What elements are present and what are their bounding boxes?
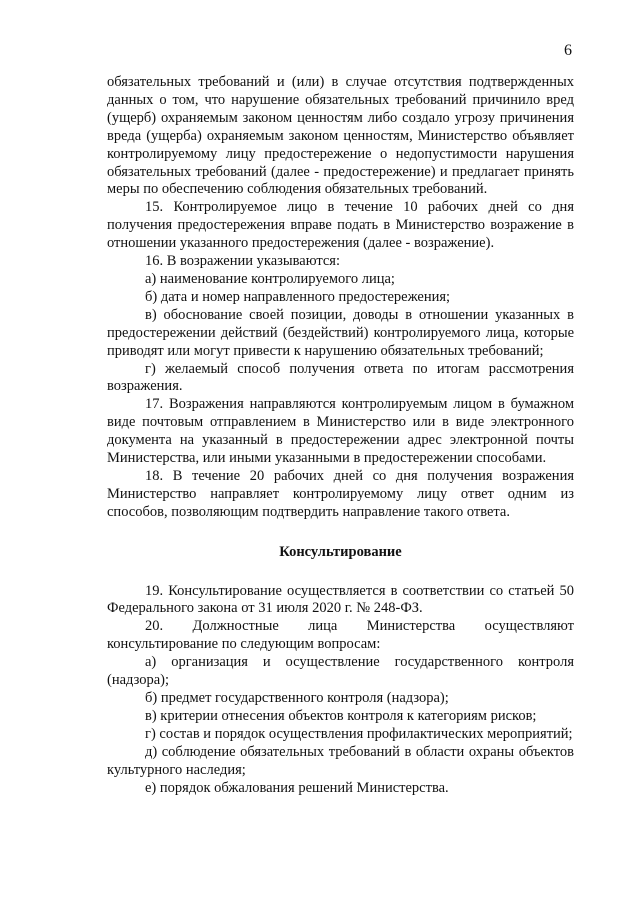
paragraph: г) желаемый способ получения ответа по итогам рассмотрения возражения. [107, 360, 574, 395]
paragraph: 17. Возражения направляются контролируемым лицом в бумажном виде почтовым отправлением в Министерство или в виде электронного документа на указанный в предостережении адрес электронной почты Министерства, или иными указанными в предостережении способами. [107, 396, 574, 467]
section-title: Консультирование [279, 543, 402, 560]
page-number: 6 [564, 42, 572, 59]
paragraph: 19. Консультирование осуществляется в соответствии со статьей 50 Федерального закона от 31 июля 2020 г. № 248-ФЗ. [107, 582, 574, 617]
paragraph: б) дата и номер направленного предостережения; [145, 288, 451, 305]
paragraph: 18. В течение 20 рабочих дней со дня получения возражения Министерство направляет контролируемому лицу ответ одним из способов, позволяющим подтвердить направление такого ответа. [107, 467, 574, 520]
paragraph: д) соблюдение обязательных требований в области охраны объектов культурного наследия; [107, 743, 574, 778]
paragraph: г) состав и порядок осуществления профилактических мероприятий; [145, 725, 573, 742]
document-body [107, 74, 574, 797]
paragraph: 16. В возражении указываются: [145, 253, 340, 270]
paragraph: 20. Должностные лица Министерства осуществляют консультирование по следующим вопросам: [107, 618, 574, 653]
paragraph: е) порядок обжалования решений Министерства. [145, 779, 449, 796]
paragraph: а) организация и осуществление государственного контроля (надзора); [107, 654, 574, 689]
paragraph: обязательных требований и (или) в случае отсутствия подтвержденных данных о том, что нарушение обязательных требований причинило вред (ущерб) охраняемым законом ценностям либо создало угрозу причинения вреда (ущерба) охраняемым законом ценностям, Министерство объявляет контролируемому лицу предостережение о недопустимости нарушения обязательных требований (далее - предостережение) и предлагает принять меры по обеспечению соблюдения обязательных требований. [107, 74, 574, 198]
paragraph: 15. Контролируемое лицо в течение 10 рабочих дней со дня получения предостережения вправе подать в Министерство возражение в отношении указанного предостережения (далее - возражение). [107, 199, 574, 252]
paragraph: а) наименование контролируемого лица; [145, 270, 395, 287]
paragraph: б) предмет государственного контроля (надзора); [145, 690, 449, 706]
paragraph: в) критерии отнесения объектов контроля к категориям рисков; [145, 707, 537, 724]
paragraph: в) обоснование своей позиции, доводы в отношении указанных в предостережении действий (бездействий) контролируемого лица, которые приводят или могут привести к нарушению обязательных требований; [107, 306, 574, 359]
